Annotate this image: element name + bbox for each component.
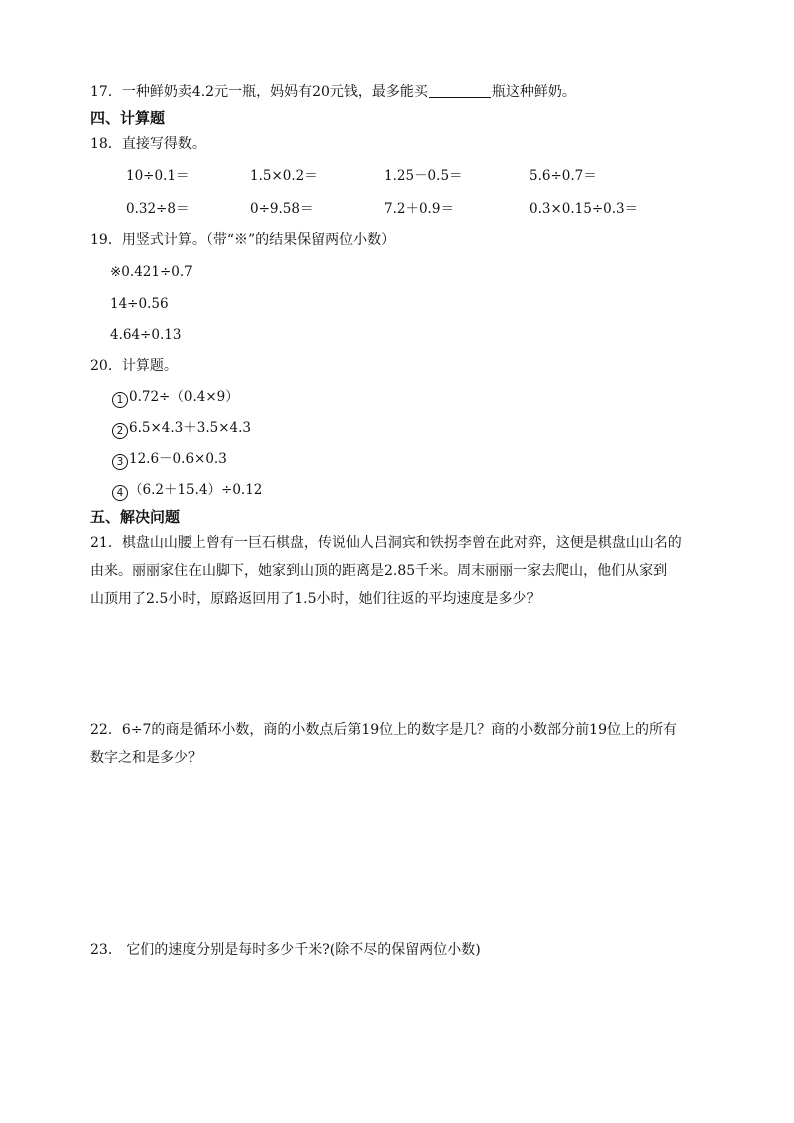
calc-item: 0.32÷8＝ xyxy=(126,201,190,217)
question-17 xyxy=(90,82,576,102)
calc-item: 0.3×0.15÷0.3＝ xyxy=(529,201,639,217)
circled-number: 2 xyxy=(112,423,128,439)
section-5-heading: 五、解决问题 xyxy=(90,508,181,526)
answer-blank[interactable] xyxy=(429,83,491,98)
calc-item: 10÷0.1＝ xyxy=(126,168,190,184)
question-17-text: 17．一种鲜奶卖4.2元一瓶，妈妈有20元钱，最多能买 xyxy=(90,84,428,100)
question-22-line: 22．6÷7的商是循环小数，商的小数点后第19位上的数字是几？商的小数部分前19位上的所有 xyxy=(90,722,677,738)
circled-number: 1 xyxy=(112,392,128,408)
question-19-title: 19．用竖式计算。（带“※”的结果保留两位小数） xyxy=(90,232,396,248)
calc-item: 7.2＋0.9＝ xyxy=(384,201,454,217)
calc-item: 5.6÷0.7＝ xyxy=(529,168,597,184)
question-22 xyxy=(90,716,710,772)
calc-item: 0÷9.58＝ xyxy=(250,201,314,217)
calc-problem xyxy=(112,449,227,470)
section-4-heading: 四、计算题 xyxy=(90,109,166,127)
calc-item: 1.5×0.2＝ xyxy=(250,168,318,184)
calc-expression: （6.2＋15.4）÷0.12 xyxy=(129,482,263,498)
question-22-line: 数字之和是多少？ xyxy=(90,750,202,766)
question-18-title: 18．直接写得数。 xyxy=(90,136,206,152)
question-21-line: 山顶用了2.5小时，原路返回用了1.5小时，她们往返的平均速度是多少？ xyxy=(90,591,541,607)
vertical-calc-item: 4.64÷0.13 xyxy=(110,327,182,343)
question-17-text-end: 瓶这种鲜奶。 xyxy=(491,84,576,100)
calc-problem xyxy=(112,418,251,439)
circled-number: 4 xyxy=(112,485,128,501)
calc-expression: 6.5×4.3＋3.5×4.3 xyxy=(129,420,252,436)
question-21-line: 由来。丽丽家住在山脚下，她家到山顶的距离是2.85千米。周末丽丽一家去爬山，他们从家到 xyxy=(90,563,668,579)
calc-problem xyxy=(112,480,262,501)
calc-item: 1.25－0.5＝ xyxy=(384,168,463,184)
calc-expression: 12.6－0.6×0.3 xyxy=(129,451,227,467)
question-23: 23． 它们的速度分别是每时多少千米?(除不尽的保留两位小数) xyxy=(90,942,481,958)
vertical-calc-item: 14÷0.56 xyxy=(110,296,169,312)
vertical-calc-item: ※0.421÷0.7 xyxy=(110,264,193,280)
calc-problem xyxy=(112,387,239,408)
question-21-line: 21．棋盘山山腰上曾有一巨石棋盘，传说仙人吕洞宾和铁拐李曾在此对弈，这便是棋盘山山名的 xyxy=(90,535,682,551)
question-20-title: 20．计算题。 xyxy=(90,358,178,374)
circled-number: 3 xyxy=(112,454,128,470)
question-21 xyxy=(90,529,710,613)
calc-expression: 0.72÷（0.4×9） xyxy=(129,389,239,405)
